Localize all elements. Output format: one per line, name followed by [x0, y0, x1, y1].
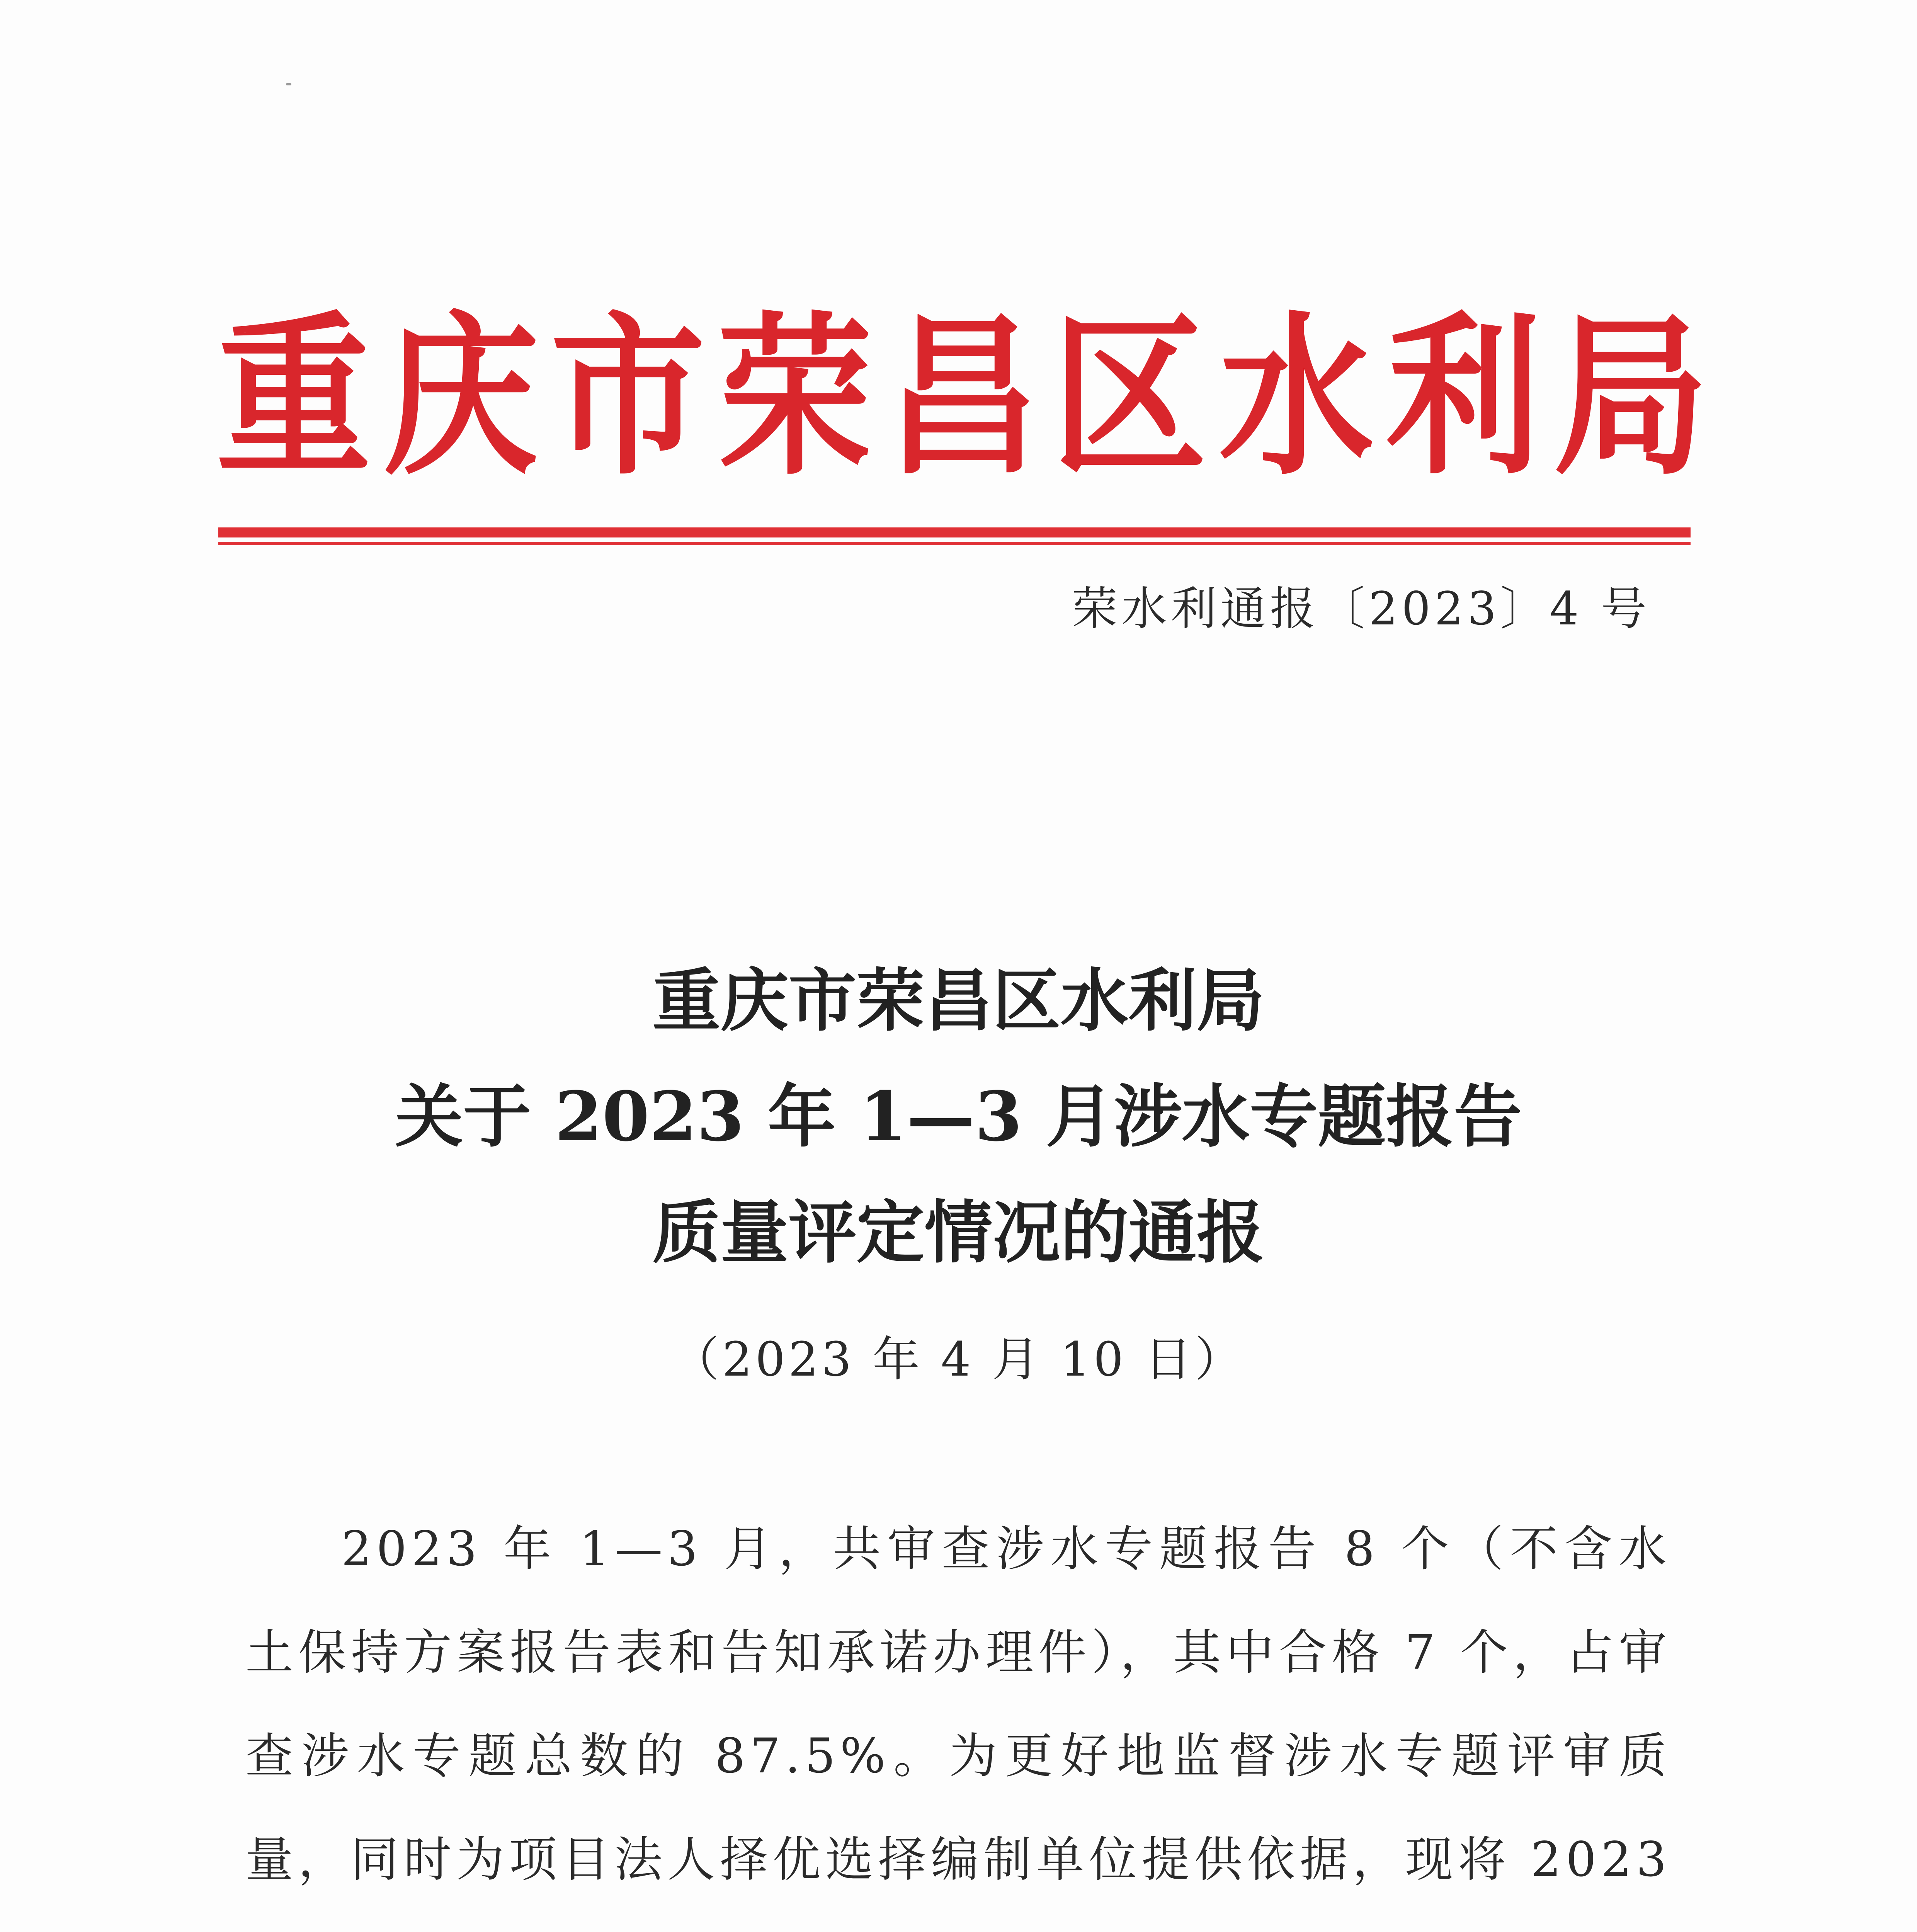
header-rule-thin — [218, 542, 1691, 545]
agency-header — [216, 294, 1708, 502]
agency-char: 荣 — [718, 297, 873, 498]
body-paragraph: 2023 年 1—3 月，共审查涉水专题报告 8 个（不含水土保持方案报告表和告知承诺办理件），其中合格 7 个，占审查涉水专题总数的 87.5%。为更好地监督涉水专题评审质量，同时为项目法人择优选择编制单位提供依据，现将 2023 — [245, 1521, 1671, 1888]
agency-char: 区 — [1052, 297, 1207, 498]
agency-char: 重 — [216, 297, 371, 498]
body-text — [245, 1497, 1671, 1932]
title-line-2: 关于 2023 年 1—3 月涉水专题报告 — [395, 1077, 1522, 1156]
document-number: 荣水利通报〔2023〕4 号 — [1072, 582, 1650, 635]
agency-char: 利 — [1386, 297, 1541, 498]
agency-char: 局 — [1553, 297, 1708, 498]
title-line-1: 重庆市荣昌区水利局 — [652, 961, 1265, 1041]
scan-speck — [286, 83, 291, 85]
title-line-3: 质量评定情况的通报 — [652, 1192, 1265, 1272]
document-title — [0, 943, 1917, 1291]
agency-char: 昌 — [885, 297, 1039, 498]
agency-char: 市 — [551, 297, 705, 498]
issue-date: （2023 年 4 月 10 日） — [672, 1332, 1245, 1387]
header-rule-thick — [218, 527, 1691, 537]
agency-char: 庆 — [383, 297, 538, 498]
agency-char: 水 — [1219, 297, 1374, 498]
